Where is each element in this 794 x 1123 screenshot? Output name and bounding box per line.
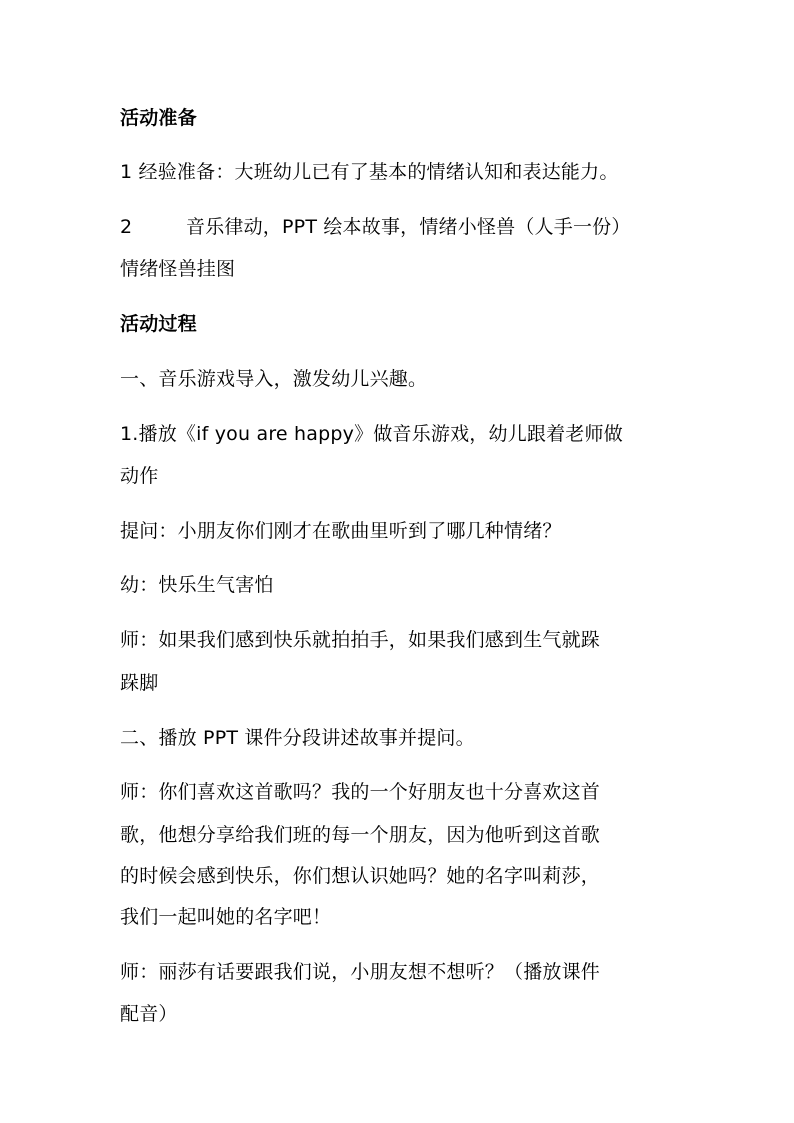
section-heading-process: 活动过程 bbox=[120, 313, 197, 335]
process-teacher-2-line-2: 歌，他想分享给我们班的每一个朋友，因为他听到这首歌 bbox=[120, 824, 601, 846]
process-teacher-2-line-3: 的时候会感到快乐，你们想认识她吗？她的名字叫莉莎， bbox=[120, 865, 601, 887]
preparation-item-1: 1 经验准备：大班幼儿已有了基本的情绪认知和表达能力。 bbox=[120, 161, 619, 183]
process-teacher-3-line-2: 配音） bbox=[120, 1003, 178, 1025]
section-heading-preparation: 活动准备 bbox=[120, 107, 197, 129]
process-teacher-2-line-1: 师：你们喜欢这首歌吗？我的一个好朋友也十分喜欢这首 bbox=[120, 781, 601, 803]
process-teacher-3-line-1: 师：丽莎有话要跟我们说，小朋友想不想听？（播放课件 bbox=[120, 961, 601, 983]
preparation-item-2-text: 音乐律动，PPT 绘本故事，情绪小怪兽（人手一份） bbox=[186, 216, 631, 238]
process-step-1-line-1: 1.播放《if you are happy》做音乐游戏，幼儿跟着老师做 bbox=[120, 423, 623, 445]
preparation-item-2 bbox=[120, 215, 631, 239]
process-child-answer: 幼：快乐生气害怕 bbox=[120, 574, 274, 596]
process-teacher-1-line-1: 师：如果我们感到快乐就拍拍手，如果我们感到生气就跺 bbox=[120, 629, 601, 651]
process-teacher-1-line-2: 跺脚 bbox=[120, 672, 159, 694]
process-part-1-title: 一、音乐游戏导入，激发幼儿兴趣。 bbox=[120, 368, 428, 390]
process-teacher-2-line-4: 我们一起叫她的名字吧！ bbox=[120, 906, 332, 928]
process-part-2-title: 二、播放 PPT 课件分段讲述故事并提问。 bbox=[120, 727, 475, 749]
process-step-1-line-2: 动作 bbox=[120, 465, 159, 487]
preparation-item-2-continued: 情绪怪兽挂图 bbox=[120, 258, 236, 280]
process-question: 提问：小朋友你们刚才在歌曲里听到了哪几种情绪？ bbox=[120, 520, 562, 542]
preparation-item-2-number: 2 bbox=[120, 216, 133, 238]
